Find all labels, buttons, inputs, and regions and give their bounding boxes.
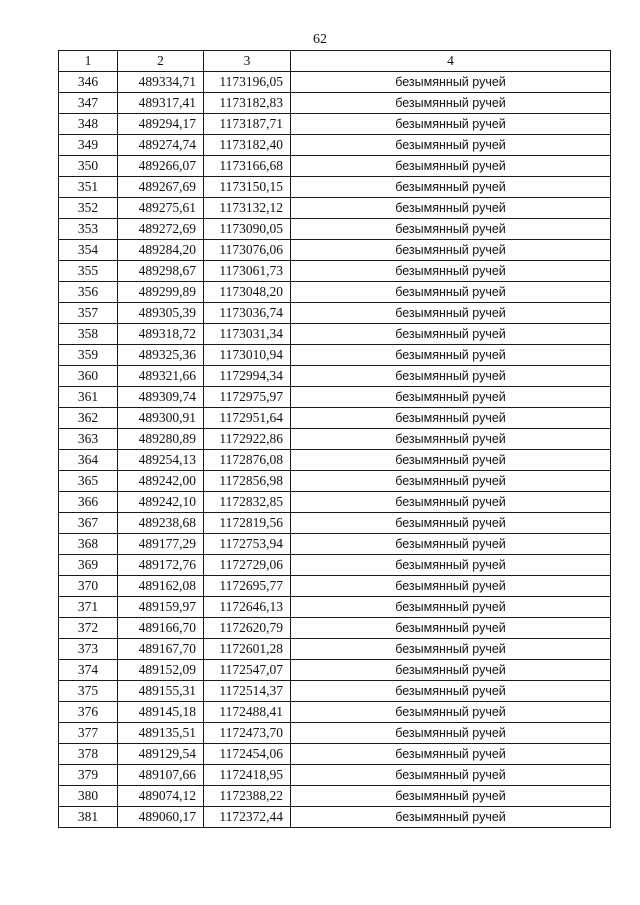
point-number-cell: 373 [59,639,118,660]
point-number-cell: 375 [59,681,118,702]
x-coordinate-cell: 489321,66 [118,366,204,387]
x-coordinate-cell: 489166,70 [118,618,204,639]
table-row [59,135,611,156]
y-coordinate-cell: 1172473,70 [204,723,291,744]
point-number-cell: 352 [59,198,118,219]
y-coordinate-cell: 1172856,98 [204,471,291,492]
column-header-description: 4 [291,51,611,72]
point-number-cell: 366 [59,492,118,513]
table-row [59,618,611,639]
description-cell: безымянный ручей [291,681,611,702]
y-coordinate-cell: 1172753,94 [204,534,291,555]
table-row [59,450,611,471]
x-coordinate-cell: 489167,70 [118,639,204,660]
x-coordinate-cell: 489129,54 [118,744,204,765]
description-cell: безымянный ручей [291,135,611,156]
point-number-cell: 357 [59,303,118,324]
y-coordinate-cell: 1173166,68 [204,156,291,177]
x-coordinate-cell: 489238,68 [118,513,204,534]
y-coordinate-cell: 1172646,13 [204,597,291,618]
point-number-cell: 365 [59,471,118,492]
table-row [59,807,611,828]
y-coordinate-cell: 1172832,85 [204,492,291,513]
table-row [59,597,611,618]
description-cell: безымянный ручей [291,492,611,513]
y-coordinate-cell: 1173150,15 [204,177,291,198]
description-cell: безымянный ручей [291,555,611,576]
x-coordinate-cell: 489275,61 [118,198,204,219]
y-coordinate-cell: 1172975,97 [204,387,291,408]
y-coordinate-cell: 1173061,73 [204,261,291,282]
description-cell: безымянный ручей [291,765,611,786]
column-header-number: 1 [59,51,118,72]
table-row [59,471,611,492]
point-number-cell: 381 [59,807,118,828]
column-header-y: 3 [204,51,291,72]
x-coordinate-cell: 489309,74 [118,387,204,408]
table-row [59,261,611,282]
table-row [59,492,611,513]
y-coordinate-cell: 1173187,71 [204,114,291,135]
point-number-cell: 354 [59,240,118,261]
table-row [59,366,611,387]
y-coordinate-cell: 1172601,28 [204,639,291,660]
table-row [59,72,611,93]
y-coordinate-cell: 1172729,06 [204,555,291,576]
point-number-cell: 379 [59,765,118,786]
point-number-cell: 351 [59,177,118,198]
description-cell: безымянный ручей [291,72,611,93]
description-cell: безымянный ручей [291,93,611,114]
y-coordinate-cell: 1172454,06 [204,744,291,765]
point-number-cell: 349 [59,135,118,156]
description-cell: безымянный ручей [291,723,611,744]
point-number-cell: 361 [59,387,118,408]
table-row [59,219,611,240]
table-row [59,240,611,261]
description-cell: безымянный ручей [291,282,611,303]
description-cell: безымянный ручей [291,303,611,324]
description-cell: безымянный ручей [291,261,611,282]
point-number-cell: 367 [59,513,118,534]
table-row [59,408,611,429]
x-coordinate-cell: 489074,12 [118,786,204,807]
point-number-cell: 359 [59,345,118,366]
y-coordinate-cell: 1173182,40 [204,135,291,156]
x-coordinate-cell: 489135,51 [118,723,204,744]
description-cell: безымянный ручей [291,198,611,219]
table-row [59,576,611,597]
point-number-cell: 355 [59,261,118,282]
point-number-cell: 363 [59,429,118,450]
description-cell: безымянный ручей [291,450,611,471]
point-number-cell: 377 [59,723,118,744]
description-cell: безымянный ручей [291,702,611,723]
table-row [59,198,611,219]
description-cell: безымянный ручей [291,639,611,660]
x-coordinate-cell: 489284,20 [118,240,204,261]
point-number-cell: 369 [59,555,118,576]
table-row [59,534,611,555]
description-cell: безымянный ручей [291,534,611,555]
y-coordinate-cell: 1172876,08 [204,450,291,471]
point-number-cell: 378 [59,744,118,765]
x-coordinate-cell: 489294,17 [118,114,204,135]
y-coordinate-cell: 1173090,05 [204,219,291,240]
point-number-cell: 376 [59,702,118,723]
point-number-cell: 380 [59,786,118,807]
x-coordinate-cell: 489325,36 [118,345,204,366]
description-cell: безымянный ручей [291,345,611,366]
description-cell: безымянный ручей [291,219,611,240]
x-coordinate-cell: 489300,91 [118,408,204,429]
point-number-cell: 362 [59,408,118,429]
x-coordinate-cell: 489267,69 [118,177,204,198]
table-row [59,765,611,786]
point-number-cell: 360 [59,366,118,387]
x-coordinate-cell: 489242,10 [118,492,204,513]
point-number-cell: 348 [59,114,118,135]
table-body [59,72,611,828]
description-cell: безымянный ручей [291,660,611,681]
coordinates-table [58,50,611,828]
y-coordinate-cell: 1173076,06 [204,240,291,261]
description-cell: безымянный ручей [291,807,611,828]
y-coordinate-cell: 1172388,22 [204,786,291,807]
description-cell: безымянный ручей [291,324,611,345]
table-row [59,387,611,408]
y-coordinate-cell: 1172951,64 [204,408,291,429]
x-coordinate-cell: 489334,71 [118,72,204,93]
y-coordinate-cell: 1172994,34 [204,366,291,387]
description-cell: безымянный ручей [291,786,611,807]
x-coordinate-cell: 489272,69 [118,219,204,240]
x-coordinate-cell: 489305,39 [118,303,204,324]
table-row [59,513,611,534]
point-number-cell: 372 [59,618,118,639]
description-cell: безымянный ручей [291,429,611,450]
y-coordinate-cell: 1172418,95 [204,765,291,786]
description-cell: безымянный ручей [291,240,611,261]
point-number-cell: 346 [59,72,118,93]
x-coordinate-cell: 489159,97 [118,597,204,618]
x-coordinate-cell: 489280,89 [118,429,204,450]
x-coordinate-cell: 489266,07 [118,156,204,177]
table-row [59,723,611,744]
x-coordinate-cell: 489145,18 [118,702,204,723]
point-number-cell: 356 [59,282,118,303]
x-coordinate-cell: 489107,66 [118,765,204,786]
y-coordinate-cell: 1173036,74 [204,303,291,324]
description-cell: безымянный ручей [291,156,611,177]
y-coordinate-cell: 1172514,37 [204,681,291,702]
x-coordinate-cell: 489299,89 [118,282,204,303]
description-cell: безымянный ручей [291,513,611,534]
table-row [59,282,611,303]
point-number-cell: 358 [59,324,118,345]
table-row [59,114,611,135]
x-coordinate-cell: 489318,72 [118,324,204,345]
x-coordinate-cell: 489155,31 [118,681,204,702]
y-coordinate-cell: 1172695,77 [204,576,291,597]
x-coordinate-cell: 489274,74 [118,135,204,156]
description-cell: безымянный ручей [291,177,611,198]
y-coordinate-cell: 1173132,12 [204,198,291,219]
y-coordinate-cell: 1173031,34 [204,324,291,345]
page-number: 62 [313,32,327,47]
x-coordinate-cell: 489177,29 [118,534,204,555]
table-row [59,786,611,807]
point-number-cell: 368 [59,534,118,555]
x-coordinate-cell: 489254,13 [118,450,204,471]
description-cell: безымянный ручей [291,471,611,492]
point-number-cell: 364 [59,450,118,471]
x-coordinate-cell: 489298,67 [118,261,204,282]
description-cell: безымянный ручей [291,114,611,135]
x-coordinate-cell: 489060,17 [118,807,204,828]
table-row [59,324,611,345]
y-coordinate-cell: 1172922,86 [204,429,291,450]
y-coordinate-cell: 1172372,44 [204,807,291,828]
table-row [59,744,611,765]
table-row [59,345,611,366]
x-coordinate-cell: 489242,00 [118,471,204,492]
x-coordinate-cell: 489317,41 [118,93,204,114]
x-coordinate-cell: 489162,08 [118,576,204,597]
table-row [59,93,611,114]
y-coordinate-cell: 1173010,94 [204,345,291,366]
header-row [59,51,611,72]
table-row [59,639,611,660]
y-coordinate-cell: 1172488,41 [204,702,291,723]
y-coordinate-cell: 1173196,05 [204,72,291,93]
description-cell: безымянный ручей [291,744,611,765]
table-row [59,177,611,198]
description-cell: безымянный ручей [291,387,611,408]
table-row [59,555,611,576]
y-coordinate-cell: 1172620,79 [204,618,291,639]
x-coordinate-cell: 489152,09 [118,660,204,681]
table-header [59,51,611,72]
point-number-cell: 374 [59,660,118,681]
table-row [59,660,611,681]
point-number-cell: 371 [59,597,118,618]
y-coordinate-cell: 1172819,56 [204,513,291,534]
description-cell: безымянный ручей [291,576,611,597]
point-number-cell: 347 [59,93,118,114]
column-header-x: 2 [118,51,204,72]
description-cell: безымянный ручей [291,408,611,429]
table-row [59,303,611,324]
table-row [59,156,611,177]
y-coordinate-cell: 1173182,83 [204,93,291,114]
table-row [59,702,611,723]
point-number-cell: 350 [59,156,118,177]
description-cell: безымянный ручей [291,366,611,387]
point-number-cell: 353 [59,219,118,240]
y-coordinate-cell: 1172547,07 [204,660,291,681]
description-cell: безымянный ручей [291,597,611,618]
x-coordinate-cell: 489172,76 [118,555,204,576]
table-row [59,429,611,450]
description-cell: безымянный ручей [291,618,611,639]
y-coordinate-cell: 1173048,20 [204,282,291,303]
table-row [59,681,611,702]
point-number-cell: 370 [59,576,118,597]
